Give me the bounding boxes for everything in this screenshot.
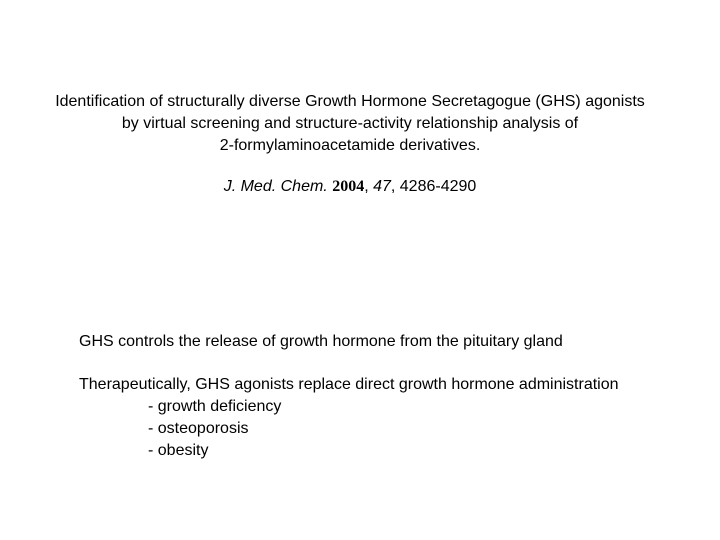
list-item: - osteoporosis [148,420,249,437]
therapeutic-statement: Therapeutically, GHS agonists replace direct growth hormone administration [79,376,619,393]
citation-year: 2004 [332,178,365,195]
list-item: - obesity [148,442,209,459]
title-line-2: by virtual screening and structure-activity relationship analysis of [121,115,579,132]
citation-pages: 4286-4290 [399,178,477,195]
citation: J. Med. Chem. 2004, 47, 4286-4290 [223,178,477,195]
citation-volume: 47 [373,178,391,195]
title-line-3: 2-formylaminoacetamide derivatives. [219,137,481,154]
citation-journal: J. Med. Chem. [223,178,328,195]
list-item: - growth deficiency [148,398,282,415]
paper-title [0,91,700,157]
title-line-1: Identification of structurally diverse Growth Hormone Secretagogue (GHS) agonists [55,93,645,110]
indication-list [148,396,281,462]
ghs-statement: GHS controls the release of growth hormone from the pituitary gland [79,333,563,350]
